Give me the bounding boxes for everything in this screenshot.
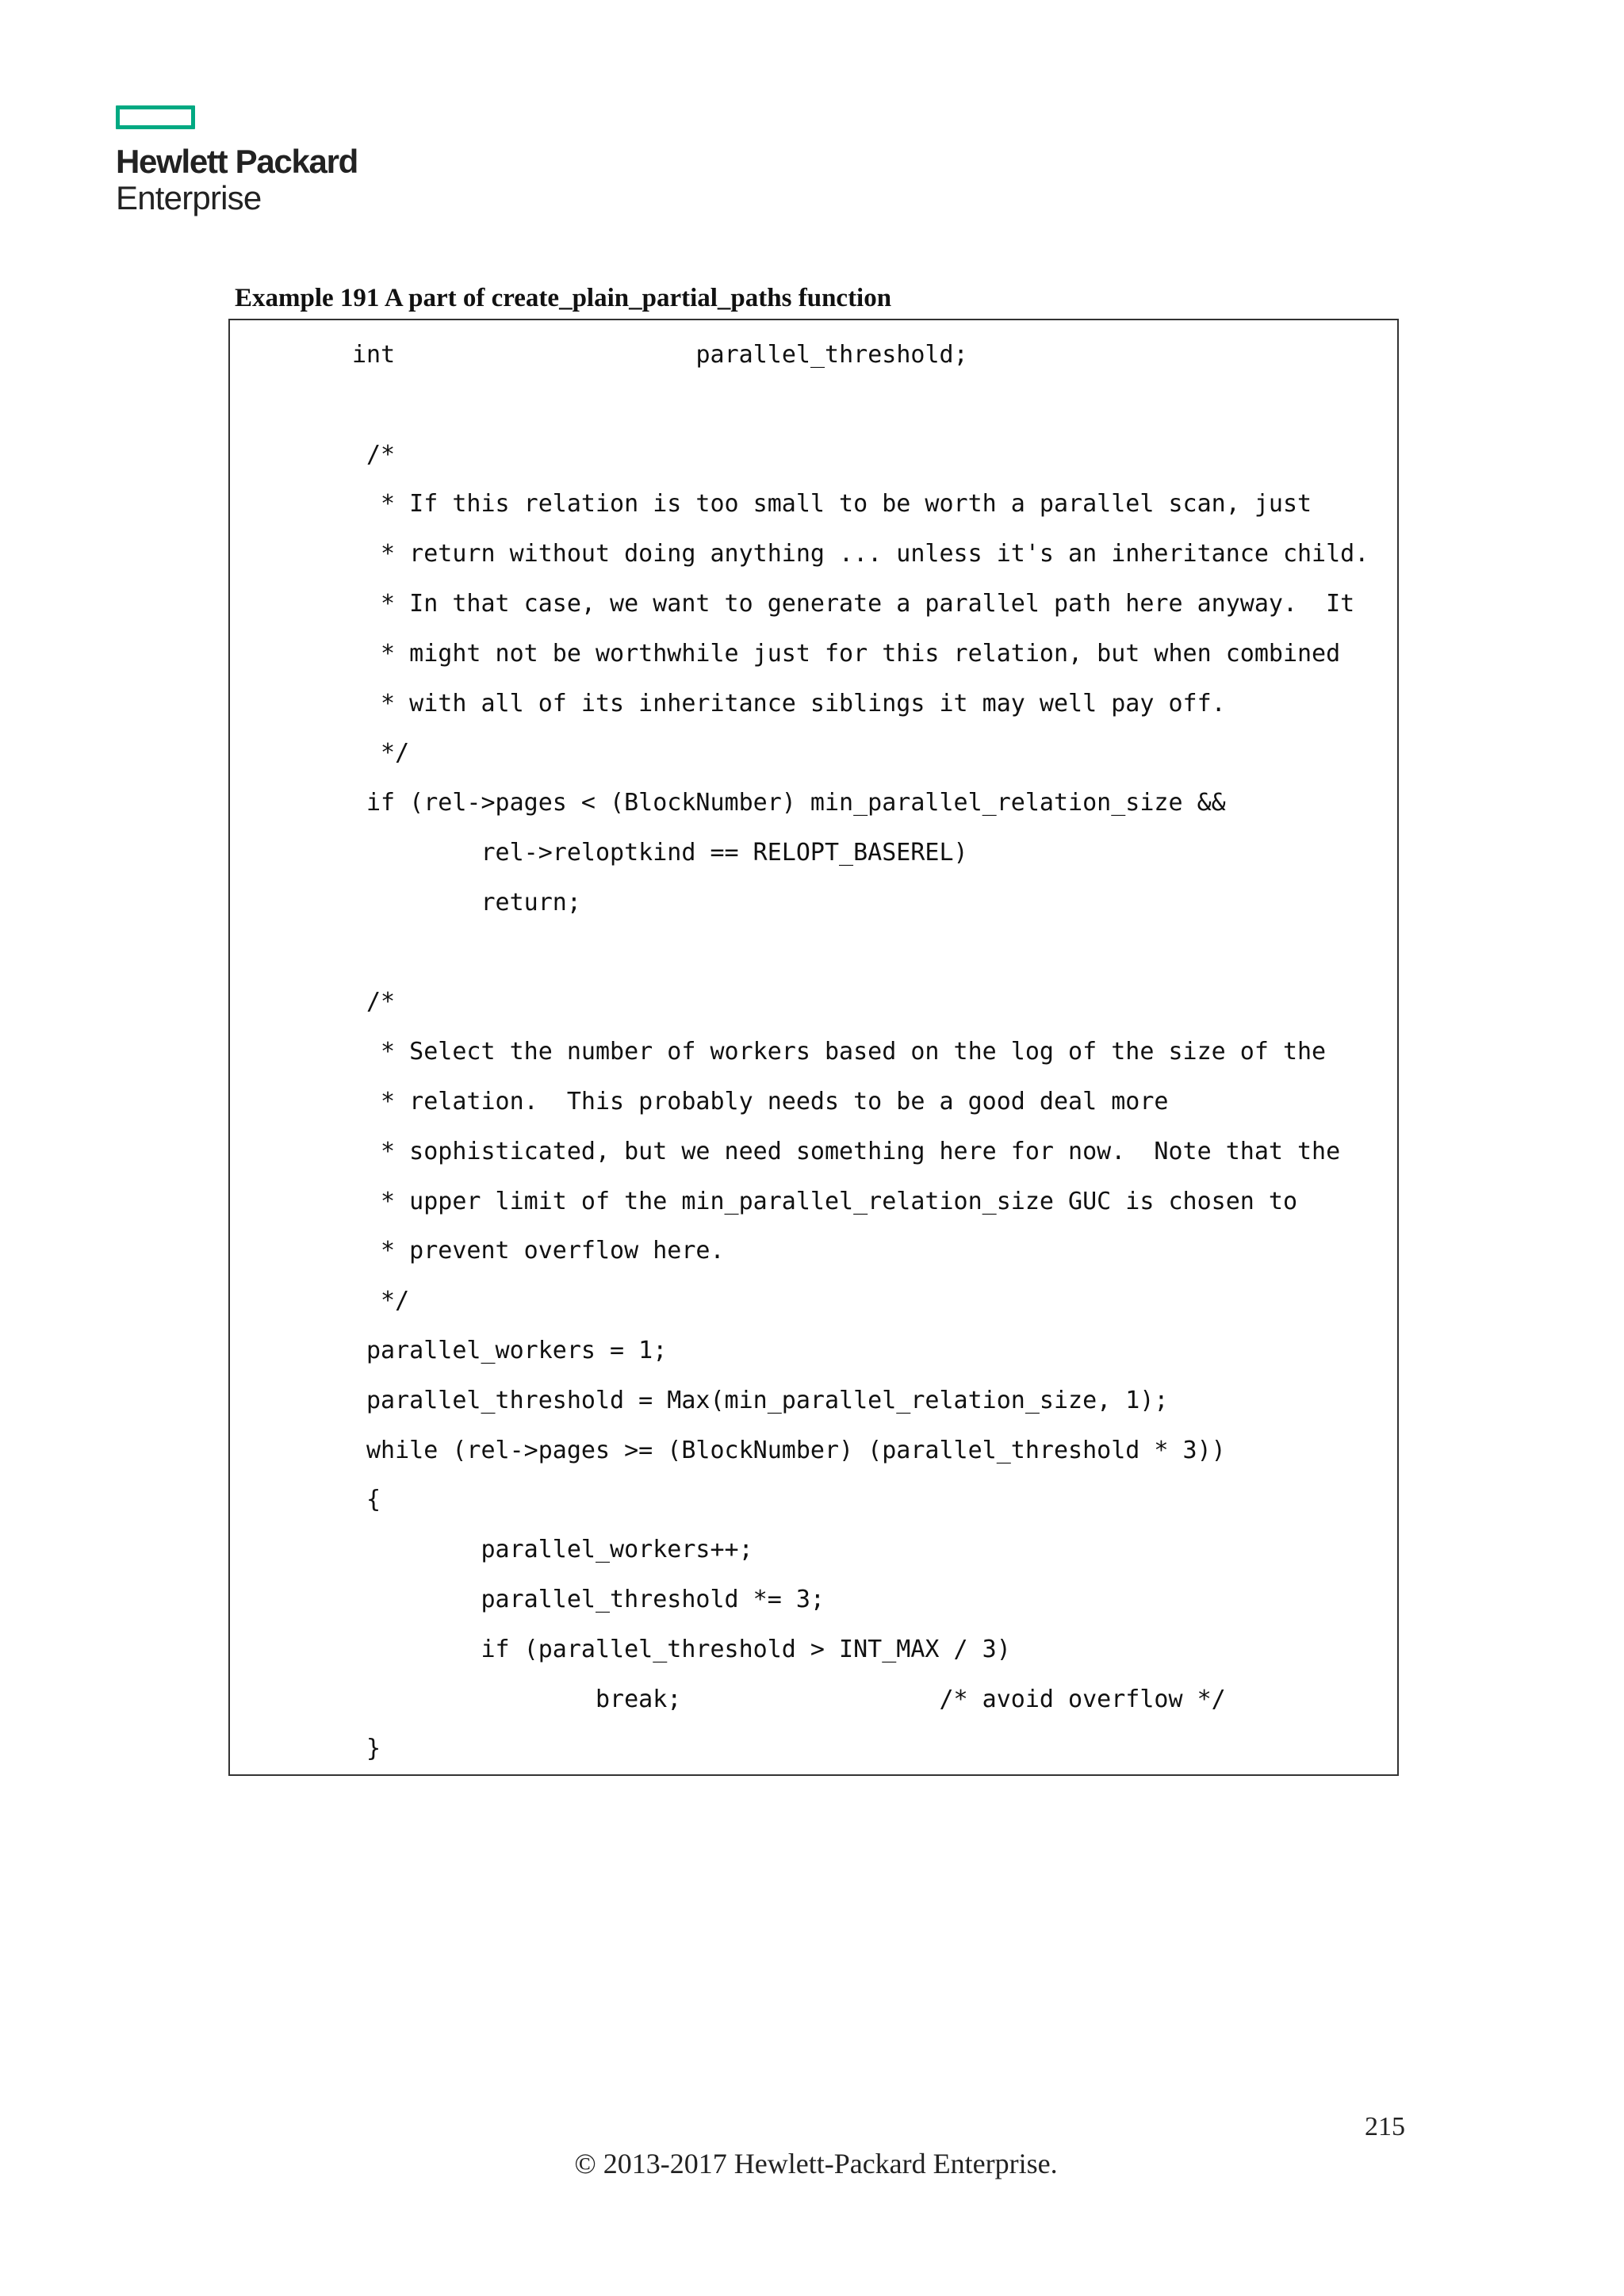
code-line: /*: [366, 988, 396, 1016]
code-line: */: [366, 1287, 410, 1315]
code-line: return;: [366, 888, 581, 916]
code-line: parallel_threshold *= 3;: [366, 1586, 825, 1613]
code-line: break; /* avoid overflow */: [366, 1685, 1226, 1713]
code-line: * Select the number of workers based on the log of the size of the: [366, 1038, 1327, 1066]
code-line: if (rel->pages < (BlockNumber) min_parallel_relation_size &&: [366, 789, 1226, 817]
example-caption: Example 191 A part of create_plain_partial_paths function: [235, 284, 892, 312]
code-line: while (rel->pages >= (BlockNumber) (parallel_threshold * 3)): [366, 1436, 1226, 1464]
code-line: {: [366, 1486, 381, 1514]
code-line: * upper limit of the min_parallel_relation_size GUC is chosen to: [366, 1187, 1297, 1215]
code-line: * If this relation is too small to be worth a parallel scan, just: [366, 490, 1312, 519]
code-line: /*: [366, 440, 396, 469]
logo-text-line1: Hewlett Packard: [116, 143, 358, 180]
code-listing-box: [228, 319, 1399, 1776]
code-line: rel->reloptkind == RELOPT_BASEREL): [366, 839, 968, 867]
code-line: parallel_workers++;: [366, 1536, 753, 1564]
code-line: * return without doing anything ... unless it's an inheritance child.: [366, 540, 1369, 568]
copyright-footer: © 2013-2017 Hewlett-Packard Enterprise.: [574, 2148, 1058, 2179]
code-line: }: [366, 1735, 381, 1763]
code-line: * with all of its inheritance siblings it may well pay off.: [366, 689, 1226, 718]
hpe-logo: [116, 105, 358, 216]
code-line: * sophisticated, but we need something here for now. Note that the: [366, 1137, 1341, 1165]
code-line: * In that case, we want to generate a parallel path here anyway. It: [366, 590, 1355, 618]
code-line: if (parallel_threshold > INT_MAX / 3): [366, 1635, 1011, 1663]
code-line: * relation. This probably needs to be a good deal more: [366, 1088, 1169, 1115]
page-number: 215: [1365, 2112, 1405, 2141]
code-line: parallel_threshold = Max(min_parallel_relation_size, 1);: [366, 1386, 1169, 1414]
logo-text-line2: Enterprise: [116, 179, 262, 216]
code-line: * might not be worthwhile just for this relation, but when combined: [366, 639, 1341, 668]
code-line: */: [366, 739, 410, 767]
code-line: * prevent overflow here.: [366, 1237, 725, 1265]
code-line: int parallel_threshold;: [352, 341, 968, 369]
hpe-logo-bar: [116, 105, 195, 129]
code-line: parallel_workers = 1;: [366, 1337, 668, 1364]
